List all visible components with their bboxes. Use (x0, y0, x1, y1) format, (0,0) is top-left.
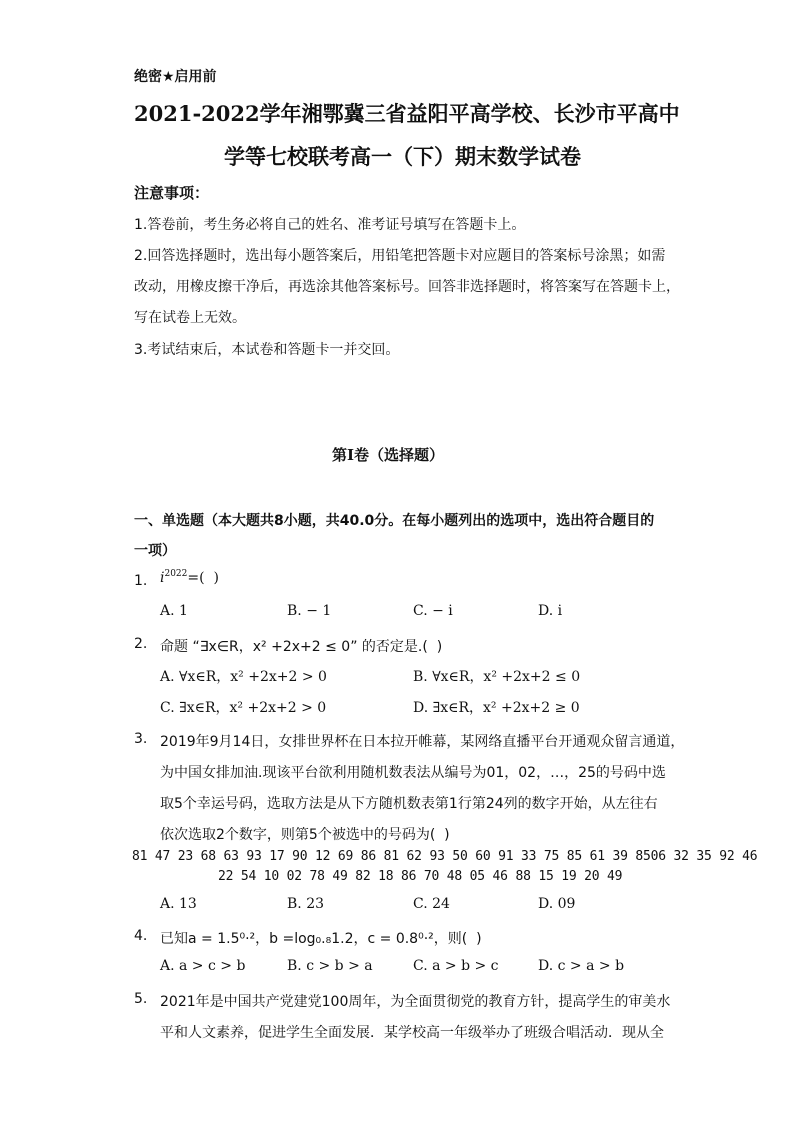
q2-option-c: C. ∃x∈R，x² +2x+2 > 0 (160, 700, 327, 716)
part-heading-line-1: 一、单选题（本大题共8小题，共40.0分。在每小题列出的选项中，选出符合题目的 (134, 513, 655, 529)
question-2-stem: 命题 “∃x∈R，x² +2x+2 ≤ 0” 的否定是.( ) (160, 639, 443, 655)
q3-option-a: A. 13 (160, 896, 197, 912)
q4-option-c: C. a > b > c (413, 958, 499, 974)
q2-option-b: B. ∀x∈R，x² +2x+2 ≤ 0 (413, 669, 581, 685)
exam-title-line-1: 2021-2022学年湘鄂冀三省益阳平高学校、长沙市平高中 (134, 101, 680, 126)
random-table-row-2: 22 54 10 02 78 49 82 18 86 70 48 05 46 88 15 19 20 49 (218, 869, 623, 884)
q1-option-c: C. − i (413, 603, 453, 619)
confidential-label: 绝密★启用前 (134, 69, 217, 85)
q3-option-b: B. 23 (287, 896, 325, 912)
question-2-number: 2. (134, 636, 148, 652)
q1-base: i (160, 570, 165, 586)
question-4-stem: 已知a = 1.5⁰·²，b =log₀.₈1.2，c = 0.8⁰·²，则( ) (160, 931, 482, 947)
q2-option-a: A. ∀x∈R，x² +2x+2 > 0 (160, 669, 327, 685)
question-5-number: 5. (134, 991, 148, 1007)
q1-exponent: 2022 (164, 569, 188, 579)
question-5-line-1: 2021年是中国共产党建党100周年，为全面贯彻党的教育方针，提高学生的审美水 (160, 994, 671, 1010)
q4-option-a: A. a > c > b (160, 958, 246, 974)
q1-option-a: A. 1 (160, 603, 188, 619)
question-3-line-3: 取5个幸运号码，选取方法是从下方随机数表第1行第24列的数字开始，从左往右 (160, 796, 658, 812)
notice-item-2-line-2: 改动，用橡皮擦干净后，再选涂其他答案标号。回答非选择题时，将答案写在答题卡上， (134, 279, 680, 295)
question-4-number: 4. (134, 928, 148, 944)
q4-option-b: B. c > b > a (287, 958, 373, 974)
q3-option-c: C. 24 (413, 896, 450, 912)
question-1-number: 1. (134, 573, 148, 589)
q1-tail: =( ) (187, 570, 219, 586)
question-3-line-2: 为中国女排加油.现该平台欲利用随机数表法从编号为01，02，…，25的号码中选 (160, 765, 666, 781)
notice-item-1: 1.答卷前，考生务必将自己的姓名、准考证号填写在答题卡上。 (134, 217, 526, 233)
q1-option-b: B. − 1 (287, 603, 332, 619)
q2-option-d: D. ∃x∈R，x² +2x+2 ≥ 0 (413, 700, 580, 716)
question-3-number: 3. (134, 731, 148, 747)
question-3-line-1: 2019年9月14日，女排世界杯在日本拉开帷幕，某网络直播平台开通观众留言通道， (160, 734, 685, 750)
notice-item-2-line-3: 写在试卷上无效。 (134, 310, 246, 326)
section-title: 第Ⅰ卷（选择题） (332, 446, 445, 464)
q4-option-d: D. c > a > b (538, 958, 625, 974)
part-heading-line-2: 一项） (134, 543, 176, 559)
random-table-row-1: 81 47 23 68 63 93 17 90 12 69 86 81 62 93 50 60 91 33 75 85 61 39 8506 32 35 92 46 (132, 849, 758, 864)
q1-option-d: D. i (538, 603, 563, 619)
notice-heading: 注意事项： (134, 184, 210, 202)
notice-item-2-line-1: 2.回答选择题时，选出每小题答案后，用铅笔把答题卡对应题目的答案标号涂黑；如需 (134, 248, 666, 264)
question-3-line-4: 依次选取2个数字，则第5个被选中的号码为( ) (160, 827, 450, 843)
q3-option-d: D. 09 (538, 896, 576, 912)
question-1-stem (160, 570, 219, 586)
notice-item-3: 3.考试结束后，本试卷和答题卡一并交回。 (134, 342, 400, 358)
question-5-line-2: 平和人文素养，促进学生全面发展．某学校高一年级举办了班级合唱活动．现从全 (160, 1025, 664, 1041)
exam-title-line-2: 学等七校联考高一（下）期末数学试卷 (224, 144, 581, 169)
